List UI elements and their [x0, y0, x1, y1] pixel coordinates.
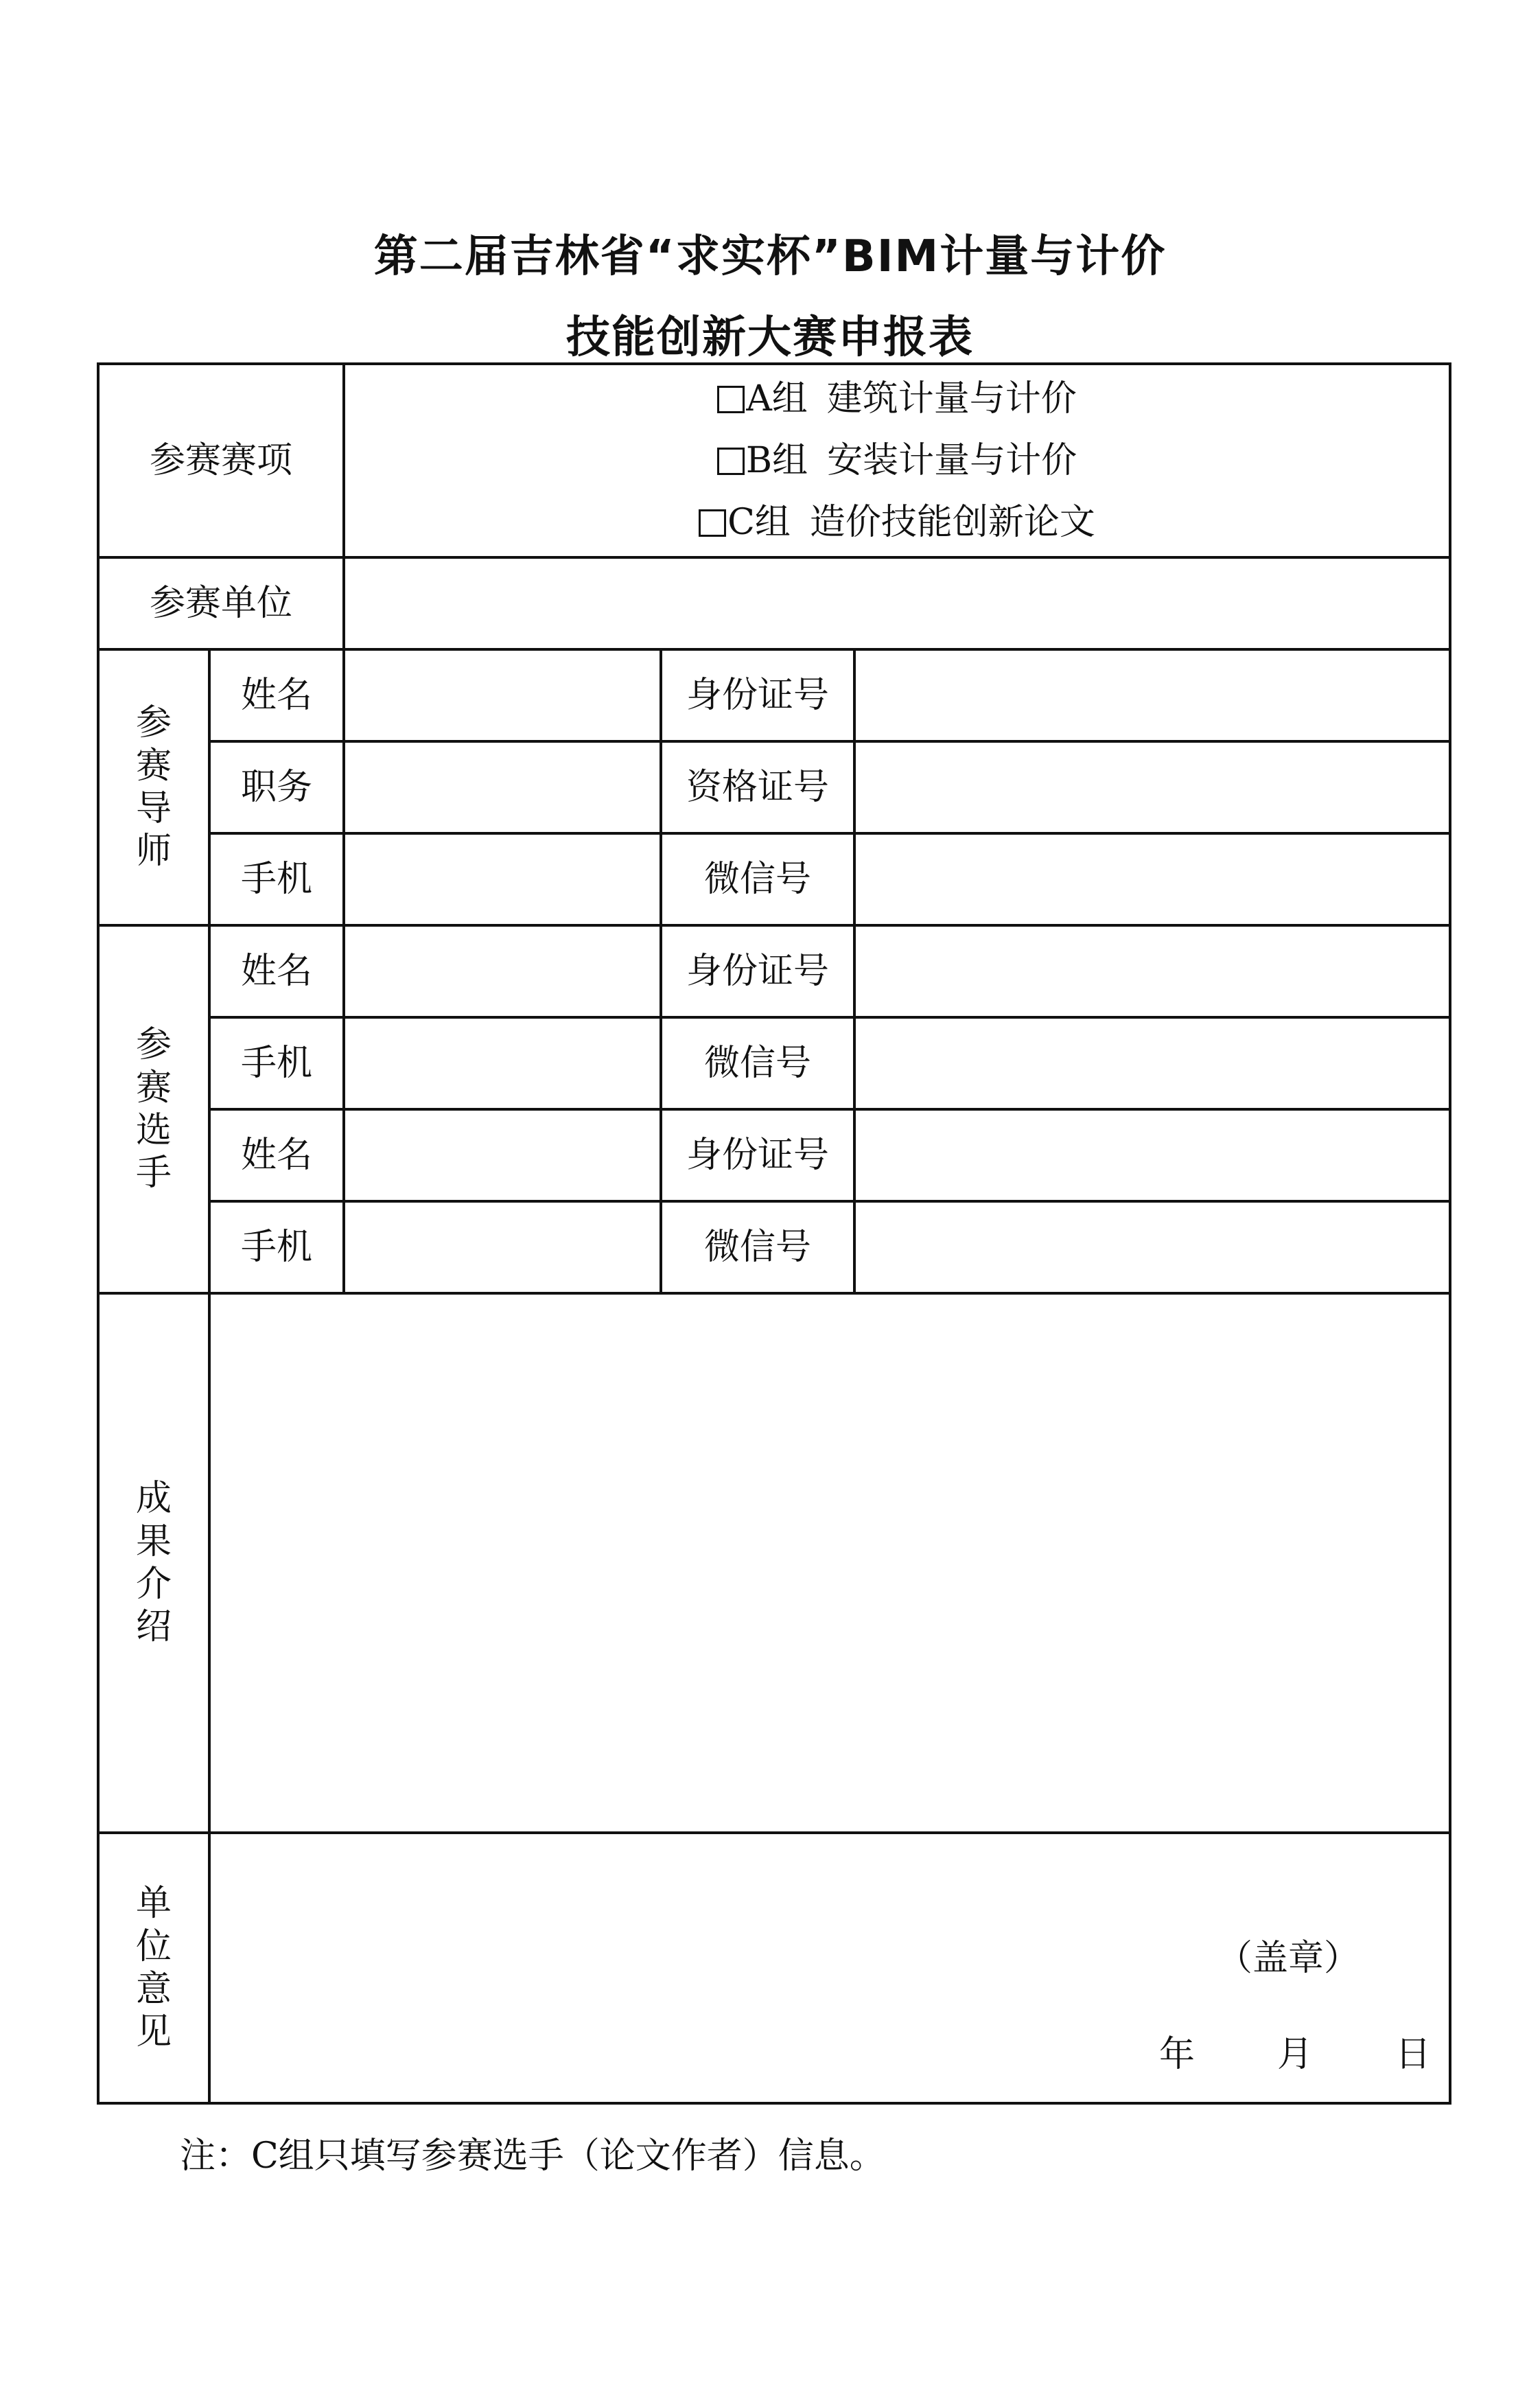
opinion-label-char: 位	[135, 1925, 172, 1967]
player-row	[98, 925, 1450, 1017]
players-label-char: 选	[135, 1110, 172, 1151]
unit-row	[98, 557, 1450, 649]
mentor-section-label	[98, 649, 209, 925]
opinion-row	[98, 1833, 1450, 2103]
option-c[interactable]	[345, 491, 1449, 553]
application-form-table	[97, 362, 1451, 2105]
player1-wechat-label: 微信号	[661, 1017, 854, 1109]
checkbox-b[interactable]	[717, 448, 745, 475]
player1-id-field[interactable]	[854, 925, 1450, 1017]
players-section-label	[98, 925, 209, 1293]
opinion-label	[98, 1833, 209, 2103]
player1-wechat-field[interactable]	[854, 1017, 1450, 1109]
option-c-group: C组	[727, 502, 791, 543]
mentor-wechat-label: 微信号	[661, 833, 854, 925]
mentor-label-char: 导	[135, 788, 172, 829]
player1-name-label: 姓名	[209, 925, 344, 1017]
achievement-label-char: 果	[135, 1520, 172, 1562]
mentor-id-field[interactable]	[854, 649, 1450, 741]
achievement-row	[98, 1293, 1450, 1833]
achievement-label-char: 成	[135, 1478, 172, 1520]
unit-label: 参赛单位	[98, 557, 344, 649]
opinion-label-char: 单	[135, 1883, 172, 1925]
player1-name-field[interactable]	[344, 925, 661, 1017]
competition-label: 参赛赛项	[98, 364, 344, 557]
option-a[interactable]	[345, 368, 1449, 430]
mentor-row	[98, 741, 1450, 833]
player2-wechat-field[interactable]	[854, 1201, 1450, 1293]
checkbox-c[interactable]	[699, 509, 726, 537]
player2-phone-field[interactable]	[344, 1201, 661, 1293]
mentor-name-label: 姓名	[209, 649, 344, 741]
mentor-label-char: 师	[135, 831, 172, 872]
achievement-label-char: 绍	[135, 1606, 172, 1648]
player2-id-label: 身份证号	[661, 1109, 854, 1201]
date-month: 月	[1276, 2034, 1313, 2075]
mentor-position-label: 职务	[209, 741, 344, 833]
checkbox-a[interactable]	[717, 386, 745, 413]
option-a-group: A组	[746, 378, 808, 419]
competition-row	[98, 364, 1450, 557]
opinion-label-char: 见	[135, 2011, 172, 2053]
seal-text: （盖章）	[1217, 1938, 1360, 1979]
player1-phone-label: 手机	[209, 1017, 344, 1109]
mentor-cert-field[interactable]	[854, 741, 1450, 833]
form-title-line-1: 第二届吉林省“求实杯”BIM计量与计价	[373, 231, 1167, 282]
mentor-phone-label: 手机	[209, 833, 344, 925]
mentor-id-label: 身份证号	[661, 649, 854, 741]
footnote: 注：C组只填写参赛选手（论文作者）信息。	[180, 2135, 885, 2177]
mentor-label-char: 参	[135, 702, 172, 744]
players-label-char: 参	[135, 1024, 172, 1066]
opinion-label-char: 意	[135, 1969, 172, 2010]
achievement-label-char: 介	[135, 1564, 172, 1605]
player-row	[98, 1017, 1450, 1109]
competition-options	[344, 364, 1450, 557]
mentor-name-field[interactable]	[344, 649, 661, 741]
date-line	[1077, 2033, 1431, 2076]
player2-id-field[interactable]	[854, 1109, 1450, 1201]
date-year: 年	[1158, 2034, 1195, 2075]
form-title-line-2: 技能创新大赛申报表	[566, 312, 974, 363]
players-label-char: 赛	[135, 1067, 172, 1109]
player1-phone-field[interactable]	[344, 1017, 661, 1109]
mentor-row	[98, 833, 1450, 925]
player2-name-label: 姓名	[209, 1109, 344, 1201]
mentor-phone-field[interactable]	[344, 833, 661, 925]
option-b[interactable]	[345, 430, 1449, 491]
unit-field[interactable]	[344, 557, 1450, 649]
player2-phone-label: 手机	[209, 1201, 344, 1293]
achievement-label	[98, 1293, 209, 1833]
mentor-position-field[interactable]	[344, 741, 661, 833]
mentor-row	[98, 649, 1450, 741]
player2-wechat-label: 微信号	[661, 1201, 854, 1293]
mentor-wechat-field[interactable]	[854, 833, 1450, 925]
achievement-field[interactable]	[209, 1293, 1450, 1833]
player1-id-label: 身份证号	[661, 925, 854, 1017]
opinion-field[interactable]	[209, 1833, 1450, 2103]
mentor-label-char: 赛	[135, 745, 172, 787]
player-row	[98, 1109, 1450, 1201]
option-b-group: B组	[745, 440, 808, 481]
date-day: 日	[1395, 2034, 1432, 2075]
option-c-name: 造价技能创新论文	[809, 502, 1095, 543]
mentor-cert-label: 资格证号	[661, 741, 854, 833]
players-label-char: 手	[135, 1153, 172, 1194]
option-b-name: 安装计量与计价	[827, 440, 1077, 481]
option-a-name: 建筑计量与计价	[826, 378, 1077, 419]
player-row	[98, 1201, 1450, 1293]
player2-name-field[interactable]	[344, 1109, 661, 1201]
